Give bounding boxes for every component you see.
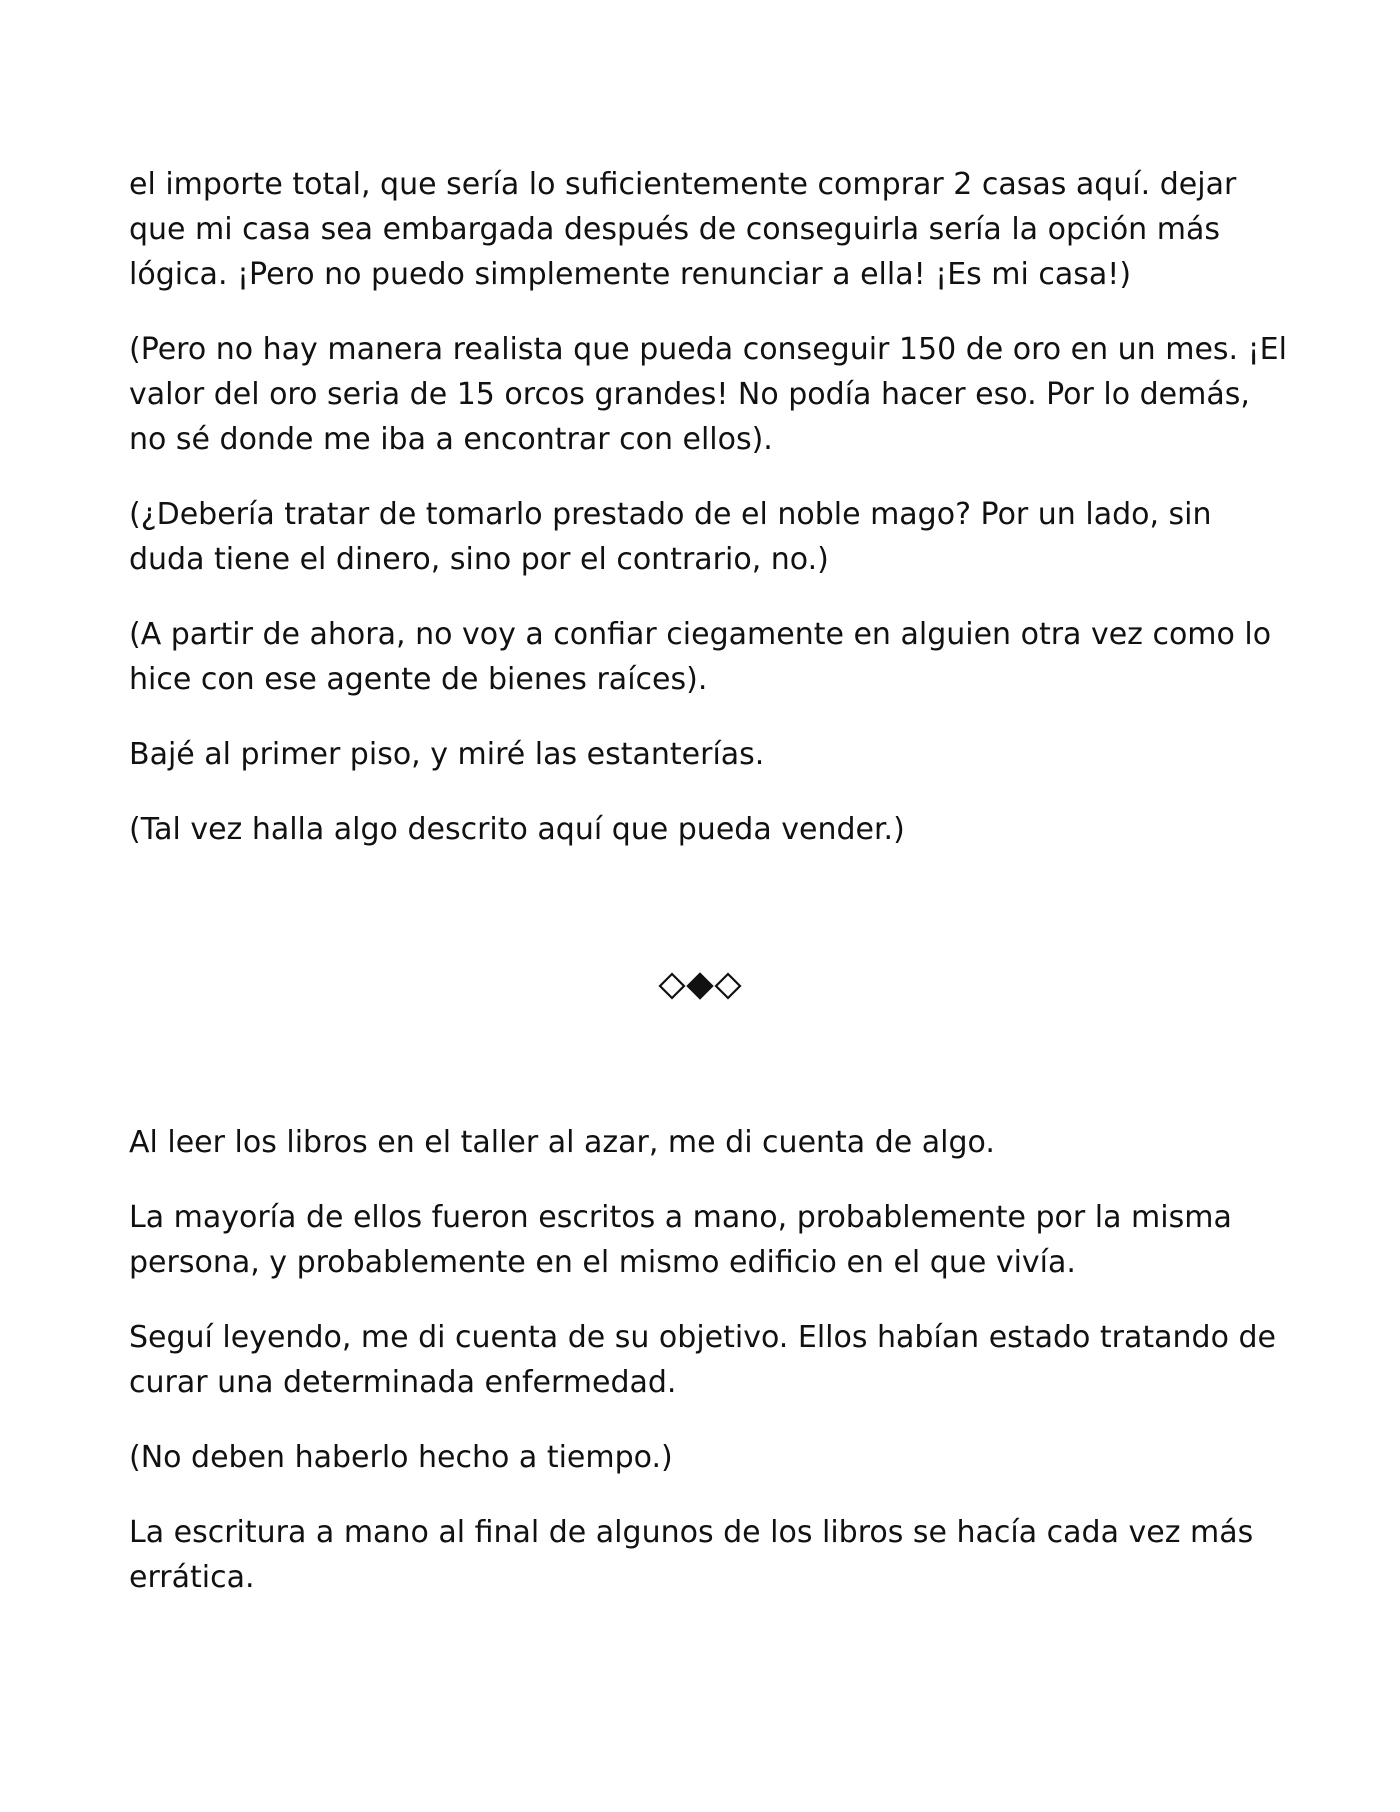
paragraph: Al leer los libros en el taller al azar, me di cuenta de algo. xyxy=(129,1125,995,1160)
paragraph: (No deben haberlo hecho a tiempo.) xyxy=(129,1440,673,1475)
paragraph: (¿Debería tratar de tomarlo prestado de el noble mago? Por un lado, sin duda tiene el dinero, sino por el contrario, no.) xyxy=(129,497,1212,577)
text-section-two xyxy=(129,1120,1289,1630)
paragraph: el importe total, que sería lo suficientemente comprar 2 casas aquí. dejar que mi casa sea embargada después de conseguirla sería la opción más lógica. ¡Pero no puedo simplemente renunciar a ella! ¡Es mi casa!) xyxy=(129,167,1237,292)
text-section-one xyxy=(129,162,1289,882)
paragraph: Bajé al primer piso, y miré las estanterías. xyxy=(129,737,765,772)
paragraph: (Tal vez halla algo descrito aquí que pueda vender.) xyxy=(129,812,905,847)
paragraph: La escritura a mano al final de algunos de los libros se hacía cada vez más errática. xyxy=(129,1515,1254,1595)
paragraph: La mayoría de ellos fueron escritos a mano, probablemente por la misma persona, y probablemente en el mismo edificio en el que vivía. xyxy=(129,1200,1232,1280)
paragraph: (Pero no hay manera realista que pueda conseguir 150 de oro en un mes. ¡El valor del oro seria de 15 orcos grandes! No podía hacer eso. Por lo demás, no sé donde me iba a encontrar con ellos). xyxy=(129,332,1287,457)
paragraph: (A partir de ahora, no voy a confiar ciegamente en alguien otra vez como lo hice con ese agente de bienes raíces). xyxy=(129,617,1272,697)
paragraph: Seguí leyendo, me di cuenta de su objetivo. Ellos habían estado tratando de curar una determinada enfermedad. xyxy=(129,1320,1276,1400)
diamond-ornament-icon xyxy=(658,970,742,1002)
section-separator xyxy=(0,966,1400,1006)
